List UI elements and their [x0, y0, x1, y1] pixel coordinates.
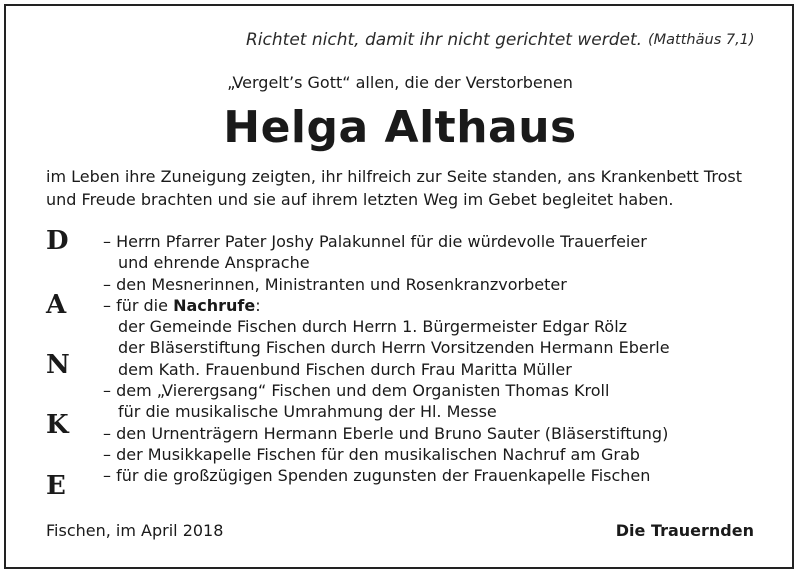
- intro-line: im Leben ihre Zuneigung zeigten, ihr hilfreich zur Seite standen, ans Krankenbett Trost: [46, 167, 742, 186]
- bible-quote: Richtet nicht, damit ihr nicht gerichtet werdet.: [246, 30, 643, 50]
- signature: Die Trauernden: [615, 521, 754, 540]
- list-item-continuation: und ehrende Ansprache: [118, 253, 310, 273]
- nachrufe-label: Nachrufe: [173, 295, 256, 315]
- thanks-list: [103, 231, 670, 487]
- intro-line: und Freude brachten und sie auf ihrem letzten Weg im Gebet begleitet haben.: [46, 190, 674, 209]
- deceased-name: Helga Althaus: [223, 102, 577, 153]
- list-item-continuation: der Bläserstiftung Fischen durch Herrn Vorsitzenden Hermann Eberle: [118, 338, 670, 358]
- list-item-suffix: :: [255, 295, 261, 315]
- list-item: – den Urnenträgern Hermann Eberle und Bruno Sauter (Bläserstiftung): [103, 423, 669, 443]
- list-item-continuation: für die musikalische Umrahmung der Hl. Messe: [118, 402, 497, 422]
- list-item: – Herrn Pfarrer Pater Joshy Palakunnel für die würdevolle Trauerfeier: [103, 232, 647, 251]
- danke-letter-d: D: [46, 226, 69, 256]
- list-item-nachrufe: [103, 295, 670, 316]
- list-item: – für die großzügigen Spenden zugunsten der Frauenkapelle Fischen: [103, 466, 651, 486]
- intro-text: [46, 165, 766, 211]
- danke-letter-n: N: [46, 350, 70, 380]
- list-item: – dem „Vierergsang“ Fischen und dem Organisten Thomas Kroll: [103, 381, 610, 401]
- list-item-prefix: – für die: [103, 295, 174, 315]
- list-item: – den Mesnerinnen, Ministranten und Rosenkranzvorbeter: [103, 274, 567, 294]
- danke-letter-k: K: [46, 410, 69, 440]
- danke-letter-e: E: [46, 471, 66, 501]
- place-date: Fischen, im April 2018: [46, 521, 224, 540]
- list-item: – der Musikkapelle Fischen für den musikalischen Nachruf am Grab: [103, 444, 640, 464]
- list-item-continuation: der Gemeinde Fischen durch Herrn 1. Bürgermeister Edgar Rölz: [118, 317, 628, 337]
- danke-column: [46, 226, 76, 506]
- bible-reference: (Matthäus 7,1): [648, 32, 755, 48]
- list-item-continuation: dem Kath. Frauenbund Fischen durch Frau Maritta Müller: [118, 359, 572, 379]
- thanks-line: „Vergelt’s Gott“ allen, die der Verstorbenen: [227, 73, 573, 92]
- danke-letter-a: A: [46, 290, 67, 320]
